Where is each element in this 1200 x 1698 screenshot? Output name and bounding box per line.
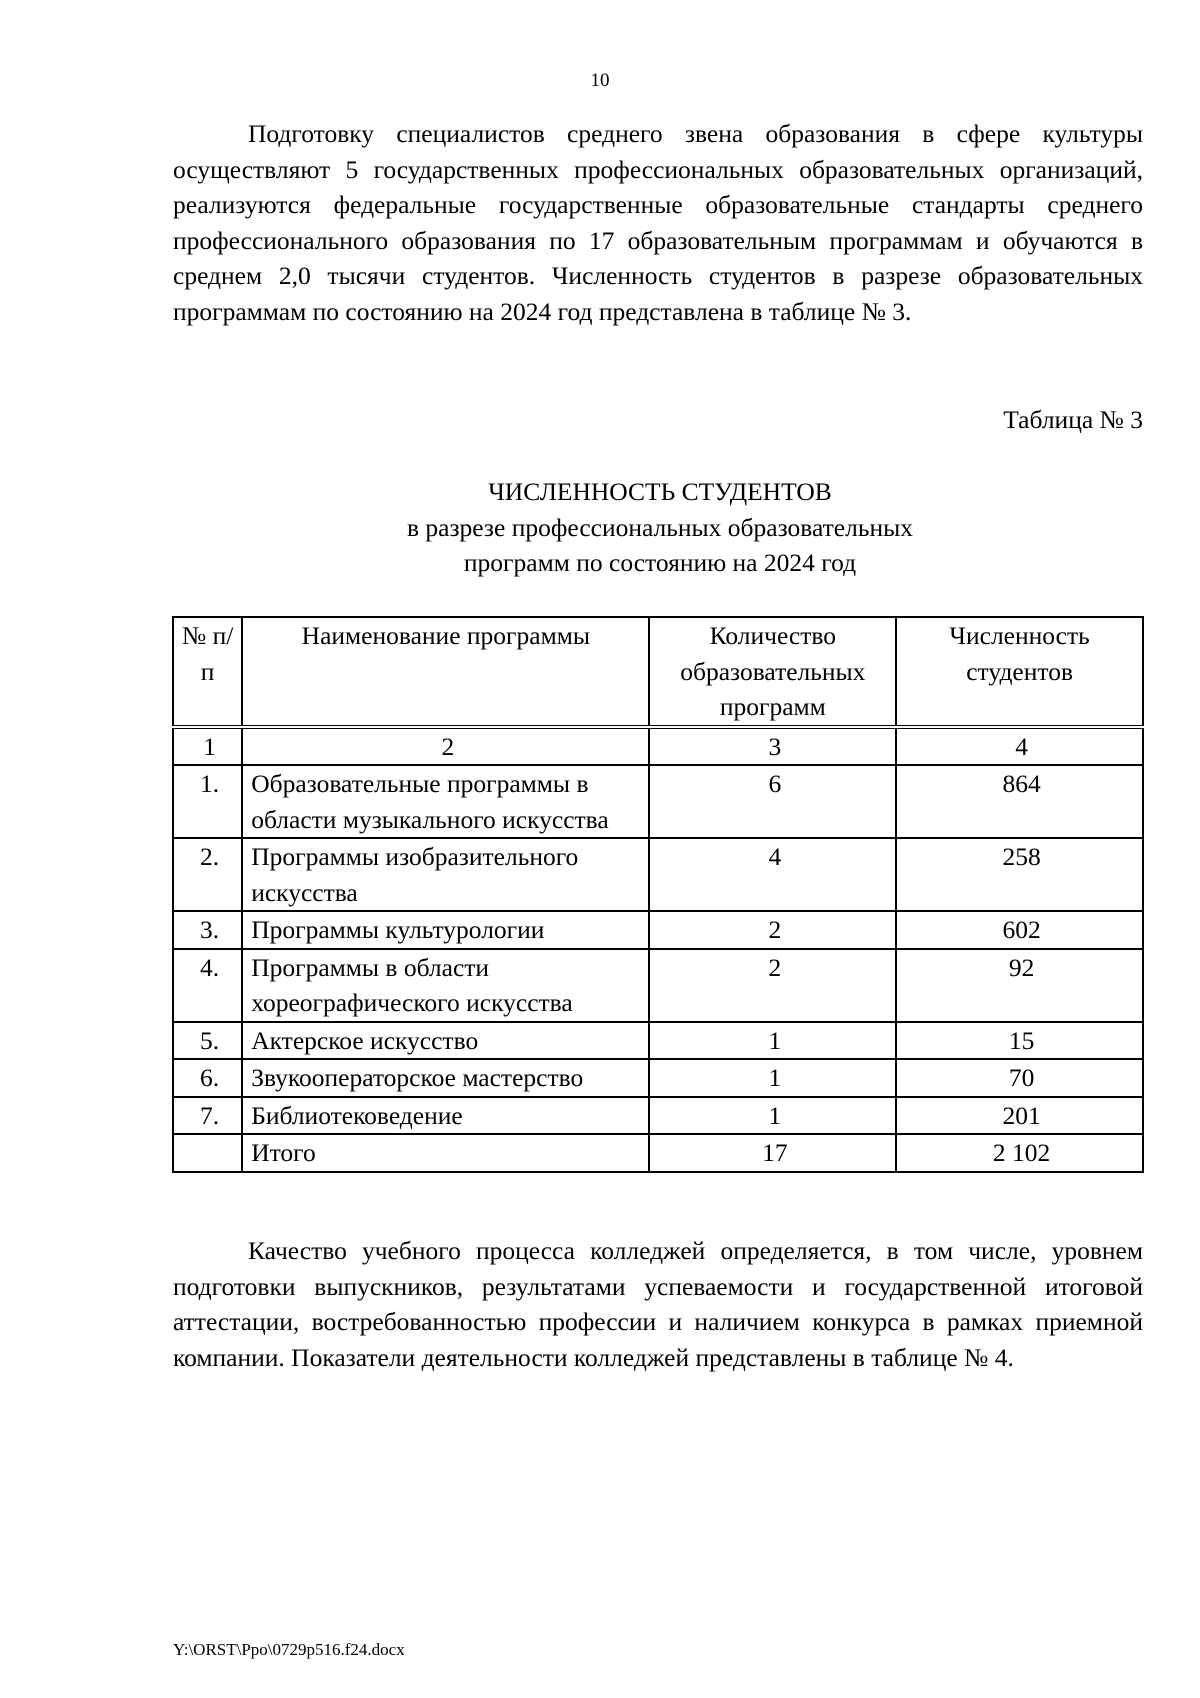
table-subtitle-line: программ по состоянию на 2024 год	[463, 548, 857, 577]
table-row	[173, 1059, 1143, 1097]
row-number: 7.	[173, 1097, 242, 1135]
column-index: 4	[896, 727, 1143, 766]
table-caption: Таблица № 3	[1003, 405, 1143, 434]
student-count: 258	[896, 838, 1143, 911]
table-row	[173, 1097, 1143, 1135]
program-name: Образовательные программы в области музыкального искусства	[242, 765, 649, 838]
students-table	[172, 616, 1144, 1173]
table-row	[173, 838, 1143, 911]
total-program-count: 17	[649, 1134, 896, 1172]
row-number: 3.	[173, 911, 242, 949]
total-student-count: 2 102	[896, 1134, 1143, 1172]
row-number: 1.	[173, 765, 242, 838]
row-number: 6.	[173, 1059, 242, 1097]
header-program-count: Количество образовательных программ	[649, 617, 896, 727]
column-index-row	[173, 727, 1143, 766]
student-count: 92	[896, 949, 1143, 1022]
footer-file-path: Y:\ORST\Ppo\0729p516.f24.docx	[173, 1640, 405, 1659]
row-number	[173, 1134, 242, 1172]
table-subtitle-line: в разрезе профессиональных образовательных	[407, 512, 913, 542]
row-number: 5.	[173, 1022, 242, 1060]
program-name: Звукооператорское мастерство	[242, 1059, 649, 1097]
table-total-row	[173, 1134, 1143, 1172]
table-row	[173, 949, 1143, 1022]
column-index: 1	[173, 727, 242, 766]
table-title-line: ЧИСЛЕННОСТЬ СТУДЕНТОВ	[488, 477, 832, 506]
total-label: Итого	[242, 1134, 649, 1172]
header-student-count: Численность студентов	[896, 617, 1143, 727]
program-name: Программы изобразительного искусства	[242, 838, 649, 911]
program-name: Программы культурологии	[242, 911, 649, 949]
page-number: 10	[590, 70, 610, 91]
quality-paragraph: Качество учебного процесса колледжей определяется, в том числе, уровнем подготовки выпускников, результатами успеваемости и государственной итоговой аттестации, востребованностью профессии и наличием конкурса в рамках приемной компании. Показатели деятельности колледжей представлены в таблице № 4.	[173, 1236, 1143, 1372]
intro-paragraph: Подготовку специалистов среднего звена образования в сфере культуры осуществляют 5 государственных профессиональных образовательных организаций, реализуются федеральные государственные образовательные стандарты среднего профессионального образования по 17 образовательным программам и обучаются в среднем 2,0 тысячи студентов. Численность студентов в разрезе образовательных программам по состоянию на 2024 год представлена в таблице № 3.	[173, 119, 1143, 326]
header-number: № п/п	[173, 617, 242, 727]
table-row	[173, 765, 1143, 838]
table-title	[0, 474, 1200, 581]
program-name: Программы в области хореографического искусства	[242, 949, 649, 1022]
program-count: 2	[649, 949, 896, 1022]
program-name: Актерское искусство	[242, 1022, 649, 1060]
table-header-row	[173, 617, 1143, 727]
program-count: 2	[649, 911, 896, 949]
header-program-name: Наименование программы	[242, 617, 649, 727]
program-count: 1	[649, 1059, 896, 1097]
program-name: Библиотековедение	[242, 1097, 649, 1135]
program-count: 1	[649, 1097, 896, 1135]
student-count: 15	[896, 1022, 1143, 1060]
student-count: 70	[896, 1059, 1143, 1097]
student-count: 864	[896, 765, 1143, 838]
program-count: 4	[649, 838, 896, 911]
table-row	[173, 1022, 1143, 1060]
row-number: 2.	[173, 838, 242, 911]
column-index: 2	[242, 727, 649, 766]
column-index: 3	[649, 727, 896, 766]
student-count: 602	[896, 911, 1143, 949]
row-number: 4.	[173, 949, 242, 1022]
program-count: 6	[649, 765, 896, 838]
program-count: 1	[649, 1022, 896, 1060]
student-count: 201	[896, 1097, 1143, 1135]
table-row	[173, 911, 1143, 949]
